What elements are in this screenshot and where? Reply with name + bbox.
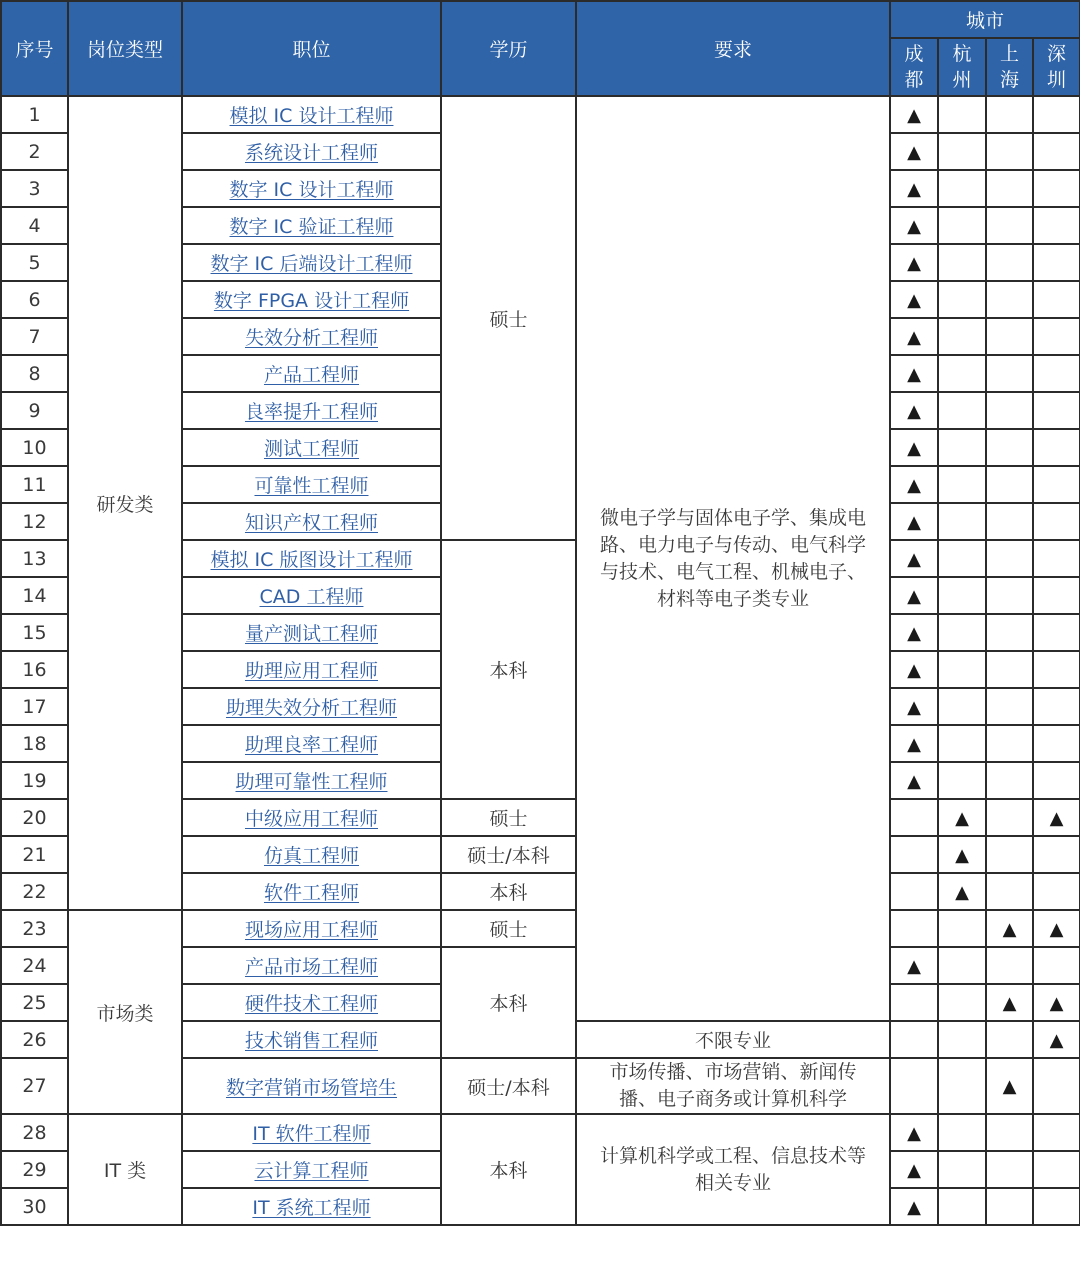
position-link[interactable]: 系统设计工程师 xyxy=(244,142,378,164)
triangle-mark-icon: ▲ xyxy=(1049,807,1064,829)
row-number: 3 xyxy=(1,170,68,207)
position-cell xyxy=(182,1151,441,1188)
city-cell-shenzhen xyxy=(1033,355,1080,392)
row-number: 18 xyxy=(1,725,68,762)
city-cell-chengdu xyxy=(890,170,938,207)
triangle-mark-icon: ▲ xyxy=(907,252,921,274)
row-number: 28 xyxy=(1,1114,68,1151)
city-cell-shenzhen xyxy=(1033,873,1080,910)
row-number: 14 xyxy=(1,577,68,614)
city-cell-shenzhen xyxy=(1033,1114,1080,1151)
city-cell-chengdu xyxy=(890,503,938,540)
city-cell-hangzhou xyxy=(938,207,986,244)
position-link[interactable]: 技术销售工程师 xyxy=(244,1030,378,1052)
table-row xyxy=(1,1114,1080,1151)
position-link[interactable]: 仿真工程师 xyxy=(263,845,359,867)
city-cell-shanghai xyxy=(986,170,1033,207)
row-number: 29 xyxy=(1,1151,68,1188)
position-cell xyxy=(182,614,441,651)
category-rd: 研发类 xyxy=(68,96,182,910)
city-cell-hangzhou xyxy=(938,614,986,651)
education-cell: 本科 xyxy=(441,540,576,799)
header-city-group: 城市 xyxy=(890,1,1080,38)
position-link[interactable]: 软件工程师 xyxy=(263,882,359,904)
city-cell-hangzhou xyxy=(938,984,986,1021)
city-cell-chengdu xyxy=(890,281,938,318)
city-cell-shanghai xyxy=(986,651,1033,688)
city-cell-hangzhou xyxy=(938,873,986,910)
row-number: 16 xyxy=(1,651,68,688)
city-cell-shenzhen xyxy=(1033,1151,1080,1188)
city-cell-hangzhou xyxy=(938,1021,986,1058)
position-link[interactable]: 良率提升工程师 xyxy=(244,401,378,423)
triangle-mark-icon: ▲ xyxy=(907,955,921,977)
position-cell xyxy=(182,355,441,392)
city-cell-shanghai xyxy=(986,614,1033,651)
triangle-mark-icon: ▲ xyxy=(1049,992,1064,1014)
position-link[interactable]: 数字 IC 设计工程师 xyxy=(229,179,394,201)
position-cell xyxy=(182,1188,441,1225)
row-number: 7 xyxy=(1,318,68,355)
triangle-mark-icon: ▲ xyxy=(1002,992,1017,1014)
position-cell xyxy=(182,1058,441,1114)
table-body xyxy=(1,96,1080,1225)
city-cell-shenzhen xyxy=(1033,651,1080,688)
city-cell-chengdu xyxy=(890,540,938,577)
position-link[interactable]: 产品市场工程师 xyxy=(244,956,378,978)
position-cell xyxy=(182,799,441,836)
city-cell-shanghai xyxy=(986,281,1033,318)
city-cell-shenzhen xyxy=(1033,318,1080,355)
position-link[interactable]: IT 软件工程师 xyxy=(252,1123,371,1145)
city-cell-hangzhou xyxy=(938,170,986,207)
city-cell-shanghai xyxy=(986,725,1033,762)
city-cell-chengdu xyxy=(890,614,938,651)
city-cell-shenzhen xyxy=(1033,281,1080,318)
position-link[interactable]: 可靠性工程师 xyxy=(254,475,369,497)
row-number: 6 xyxy=(1,281,68,318)
header-requirement: 要求 xyxy=(576,1,890,96)
row-number: 2 xyxy=(1,133,68,170)
position-cell xyxy=(182,651,441,688)
position-cell xyxy=(182,133,441,170)
city-cell-shanghai xyxy=(986,244,1033,281)
position-cell xyxy=(182,392,441,429)
city-cell-hangzhou xyxy=(938,392,986,429)
city-cell-shenzhen xyxy=(1033,910,1080,947)
row-number: 24 xyxy=(1,947,68,984)
education-cell: 硕士 xyxy=(441,96,576,540)
row-number: 1 xyxy=(1,96,68,133)
city-cell-hangzhou xyxy=(938,577,986,614)
header-city-hangzhou: 杭 州 xyxy=(938,38,986,96)
triangle-mark-icon: ▲ xyxy=(907,696,921,718)
city-cell-shanghai xyxy=(986,1188,1033,1225)
position-cell xyxy=(182,244,441,281)
city-cell-shanghai xyxy=(986,688,1033,725)
triangle-mark-icon: ▲ xyxy=(907,622,921,644)
row-number: 20 xyxy=(1,799,68,836)
position-link[interactable]: 数字 FPGA 设计工程师 xyxy=(213,290,410,312)
education-cell: 硕士 xyxy=(441,910,576,947)
education-cell: 硕士/本科 xyxy=(441,1058,576,1114)
row-number: 11 xyxy=(1,466,68,503)
row-number: 4 xyxy=(1,207,68,244)
city-cell-chengdu xyxy=(890,873,938,910)
position-cell xyxy=(182,540,441,577)
row-number: 13 xyxy=(1,540,68,577)
triangle-mark-icon: ▲ xyxy=(907,437,921,459)
position-cell xyxy=(182,762,441,799)
position-link[interactable]: 中级应用工程师 xyxy=(244,808,378,830)
position-link[interactable]: 助理可靠性工程师 xyxy=(235,771,388,793)
position-link[interactable]: 助理良率工程师 xyxy=(244,734,378,756)
triangle-mark-icon: ▲ xyxy=(907,733,921,755)
city-cell-shanghai xyxy=(986,1114,1033,1151)
city-cell-chengdu xyxy=(890,651,938,688)
city-cell-shenzhen xyxy=(1033,503,1080,540)
city-cell-shenzhen xyxy=(1033,947,1080,984)
triangle-mark-icon: ▲ xyxy=(907,1122,921,1144)
triangle-mark-icon: ▲ xyxy=(907,1196,921,1218)
city-cell-hangzhou xyxy=(938,96,986,133)
city-cell-hangzhou xyxy=(938,688,986,725)
city-cell-hangzhou xyxy=(938,466,986,503)
city-cell-shanghai xyxy=(986,207,1033,244)
requirement-marketing: 市场传播、市场营销、新闻传播、电子商务或计算机科学 xyxy=(576,1058,890,1114)
city-cell-chengdu xyxy=(890,984,938,1021)
city-cell-shanghai xyxy=(986,1151,1033,1188)
education-cell: 本科 xyxy=(441,947,576,1058)
city-cell-shanghai xyxy=(986,392,1033,429)
city-cell-hangzhou xyxy=(938,1151,986,1188)
row-number: 10 xyxy=(1,429,68,466)
city-cell-shenzhen xyxy=(1033,244,1080,281)
city-cell-shanghai xyxy=(986,799,1033,836)
position-cell xyxy=(182,318,441,355)
triangle-mark-icon: ▲ xyxy=(907,215,921,237)
city-cell-hangzhou xyxy=(938,799,986,836)
triangle-mark-icon: ▲ xyxy=(907,585,921,607)
education-cell: 硕士 xyxy=(441,799,576,836)
position-cell xyxy=(182,1021,441,1058)
position-cell xyxy=(182,947,441,984)
city-cell-shenzhen xyxy=(1033,170,1080,207)
position-link[interactable]: 失效分析工程师 xyxy=(244,327,378,349)
city-cell-shenzhen xyxy=(1033,429,1080,466)
row-number: 12 xyxy=(1,503,68,540)
requirement-electronics: 微电子学与固体电子学、集成电路、电力电子与传动、电气科学与技术、电气工程、机械电子、材料等电子类专业 xyxy=(576,96,890,1021)
city-cell-chengdu xyxy=(890,688,938,725)
city-cell-chengdu xyxy=(890,1021,938,1058)
city-cell-shanghai xyxy=(986,429,1033,466)
city-cell-chengdu xyxy=(890,799,938,836)
city-cell-chengdu xyxy=(890,762,938,799)
position-link[interactable]: 云计算工程师 xyxy=(254,1160,369,1182)
city-cell-chengdu xyxy=(890,1114,938,1151)
triangle-mark-icon: ▲ xyxy=(907,474,921,496)
city-cell-hangzhou xyxy=(938,1114,986,1151)
position-link[interactable]: 数字 IC 验证工程师 xyxy=(229,216,394,238)
triangle-mark-icon: ▲ xyxy=(907,659,921,681)
city-cell-shenzhen xyxy=(1033,984,1080,1021)
position-cell xyxy=(182,577,441,614)
position-link[interactable]: 硬件技术工程师 xyxy=(244,993,378,1015)
city-cell-hangzhou xyxy=(938,355,986,392)
position-cell xyxy=(182,984,441,1021)
triangle-mark-icon: ▲ xyxy=(955,881,969,903)
city-cell-hangzhou xyxy=(938,1188,986,1225)
requirement-any: 不限专业 xyxy=(576,1021,890,1058)
city-cell-chengdu xyxy=(890,947,938,984)
requirement-cs: 计算机科学或工程、信息技术等相关专业 xyxy=(576,1114,890,1225)
city-cell-hangzhou xyxy=(938,133,986,170)
city-cell-shanghai xyxy=(986,355,1033,392)
row-number: 21 xyxy=(1,836,68,873)
triangle-mark-icon: ▲ xyxy=(1002,1076,1017,1097)
position-link[interactable]: 知识产权工程师 xyxy=(244,512,378,534)
triangle-mark-icon: ▲ xyxy=(907,141,921,163)
table-row xyxy=(1,910,1080,947)
row-number: 9 xyxy=(1,392,68,429)
position-link[interactable]: 数字 IC 后端设计工程师 xyxy=(210,253,413,275)
city-cell-hangzhou xyxy=(938,429,986,466)
triangle-mark-icon: ▲ xyxy=(907,289,921,311)
city-cell-shanghai xyxy=(986,1058,1033,1114)
city-cell-chengdu xyxy=(890,244,938,281)
header-city-chengdu: 成 都 xyxy=(890,38,938,96)
city-cell-shanghai xyxy=(986,503,1033,540)
city-cell-shenzhen xyxy=(1033,577,1080,614)
row-number: 15 xyxy=(1,614,68,651)
city-cell-shanghai xyxy=(986,96,1033,133)
city-cell-shanghai xyxy=(986,540,1033,577)
position-link[interactable]: 数字营销市场管培生 xyxy=(225,1076,397,1099)
header-education: 学历 xyxy=(441,1,576,96)
city-cell-shanghai xyxy=(986,836,1033,873)
triangle-mark-icon: ▲ xyxy=(955,844,969,866)
position-cell xyxy=(182,207,441,244)
city-cell-shenzhen xyxy=(1033,540,1080,577)
city-cell-hangzhou xyxy=(938,651,986,688)
city-cell-shenzhen xyxy=(1033,1021,1080,1058)
row-number: 22 xyxy=(1,873,68,910)
city-cell-shenzhen xyxy=(1033,1188,1080,1225)
position-link[interactable]: 产品工程师 xyxy=(263,364,359,386)
row-number: 5 xyxy=(1,244,68,281)
position-link[interactable]: 现场应用工程师 xyxy=(244,919,378,941)
city-cell-hangzhou xyxy=(938,1058,986,1114)
city-cell-shanghai xyxy=(986,984,1033,1021)
position-link[interactable]: 助理失效分析工程师 xyxy=(225,697,397,719)
city-cell-hangzhou xyxy=(938,318,986,355)
education-cell: 本科 xyxy=(441,873,576,910)
city-cell-shanghai xyxy=(986,947,1033,984)
position-cell xyxy=(182,429,441,466)
city-cell-shenzhen xyxy=(1033,836,1080,873)
position-cell xyxy=(182,910,441,947)
position-cell xyxy=(182,836,441,873)
header-seq: 序号 xyxy=(1,1,68,96)
city-cell-chengdu xyxy=(890,318,938,355)
city-cell-chengdu xyxy=(890,725,938,762)
row-number: 8 xyxy=(1,355,68,392)
position-link[interactable]: 测试工程师 xyxy=(263,438,359,460)
city-cell-shenzhen xyxy=(1033,762,1080,799)
city-cell-hangzhou xyxy=(938,910,986,947)
city-cell-shenzhen xyxy=(1033,207,1080,244)
position-cell xyxy=(182,873,441,910)
city-cell-shenzhen xyxy=(1033,133,1080,170)
city-cell-chengdu xyxy=(890,466,938,503)
row-number: 26 xyxy=(1,1021,68,1058)
city-cell-shenzhen xyxy=(1033,725,1080,762)
position-link[interactable]: 模拟 IC 设计工程师 xyxy=(229,105,394,127)
city-cell-shanghai xyxy=(986,318,1033,355)
triangle-mark-icon: ▲ xyxy=(907,326,921,348)
city-cell-chengdu xyxy=(890,133,938,170)
city-cell-shenzhen xyxy=(1033,96,1080,133)
position-link[interactable]: IT 系统工程师 xyxy=(252,1197,371,1219)
position-cell xyxy=(182,96,441,133)
row-number: 19 xyxy=(1,762,68,799)
city-cell-shanghai xyxy=(986,133,1033,170)
position-link[interactable]: CAD 工程师 xyxy=(259,586,364,608)
education-cell: 硕士/本科 xyxy=(441,836,576,873)
city-cell-hangzhou xyxy=(938,725,986,762)
row-number: 23 xyxy=(1,910,68,947)
triangle-mark-icon: ▲ xyxy=(907,511,921,533)
table-row xyxy=(1,96,1080,133)
city-cell-hangzhou xyxy=(938,540,986,577)
position-cell xyxy=(182,688,441,725)
city-cell-hangzhou xyxy=(938,503,986,540)
city-cell-chengdu xyxy=(890,1151,938,1188)
city-cell-chengdu xyxy=(890,836,938,873)
triangle-mark-icon: ▲ xyxy=(1002,918,1017,940)
position-cell xyxy=(182,503,441,540)
city-cell-shanghai xyxy=(986,1021,1033,1058)
row-number: 30 xyxy=(1,1188,68,1225)
position-cell xyxy=(182,170,441,207)
city-cell-shenzhen xyxy=(1033,1058,1080,1114)
city-cell-shenzhen xyxy=(1033,466,1080,503)
position-link[interactable]: 助理应用工程师 xyxy=(244,660,378,682)
header-city-shanghai: 上 海 xyxy=(986,38,1033,96)
city-cell-chengdu xyxy=(890,355,938,392)
city-cell-shanghai xyxy=(986,577,1033,614)
row-number: 25 xyxy=(1,984,68,1021)
position-cell xyxy=(182,725,441,762)
city-cell-shanghai xyxy=(986,762,1033,799)
table-header xyxy=(1,1,1080,96)
position-link[interactable]: 模拟 IC 版图设计工程师 xyxy=(210,549,413,571)
triangle-mark-icon: ▲ xyxy=(1049,918,1064,940)
city-cell-chengdu xyxy=(890,1188,938,1225)
triangle-mark-icon: ▲ xyxy=(907,770,921,792)
category-it: IT 类 xyxy=(68,1114,182,1225)
city-cell-hangzhou xyxy=(938,281,986,318)
category-market: 市场类 xyxy=(68,910,182,1114)
city-cell-chengdu xyxy=(890,577,938,614)
city-cell-chengdu xyxy=(890,910,938,947)
position-cell xyxy=(182,466,441,503)
city-cell-shenzhen xyxy=(1033,614,1080,651)
city-cell-shenzhen xyxy=(1033,392,1080,429)
city-cell-hangzhou xyxy=(938,947,986,984)
city-cell-hangzhou xyxy=(938,244,986,281)
triangle-mark-icon: ▲ xyxy=(907,178,921,200)
triangle-mark-icon: ▲ xyxy=(907,548,921,570)
city-cell-hangzhou xyxy=(938,762,986,799)
position-cell xyxy=(182,1114,441,1151)
triangle-mark-icon: ▲ xyxy=(907,363,921,385)
header-position: 职位 xyxy=(182,1,441,96)
city-cell-chengdu xyxy=(890,1058,938,1114)
city-cell-chengdu xyxy=(890,96,938,133)
city-cell-shenzhen xyxy=(1033,688,1080,725)
triangle-mark-icon: ▲ xyxy=(1049,1029,1064,1051)
city-cell-hangzhou xyxy=(938,836,986,873)
city-cell-shanghai xyxy=(986,466,1033,503)
row-number: 27 xyxy=(1,1058,68,1114)
position-link[interactable]: 量产测试工程师 xyxy=(244,623,378,645)
position-cell xyxy=(182,281,441,318)
triangle-mark-icon: ▲ xyxy=(907,104,921,126)
header-city-shenzhen: 深 圳 xyxy=(1033,38,1080,96)
header-type: 岗位类型 xyxy=(68,1,182,96)
city-cell-shanghai xyxy=(986,910,1033,947)
city-cell-chengdu xyxy=(890,207,938,244)
triangle-mark-icon: ▲ xyxy=(907,1159,921,1181)
city-cell-shenzhen xyxy=(1033,799,1080,836)
city-cell-shanghai xyxy=(986,873,1033,910)
city-cell-chengdu xyxy=(890,392,938,429)
triangle-mark-icon: ▲ xyxy=(907,400,921,422)
education-cell: 本科 xyxy=(441,1114,576,1225)
row-number: 17 xyxy=(1,688,68,725)
city-cell-chengdu xyxy=(890,429,938,466)
triangle-mark-icon: ▲ xyxy=(955,807,969,829)
